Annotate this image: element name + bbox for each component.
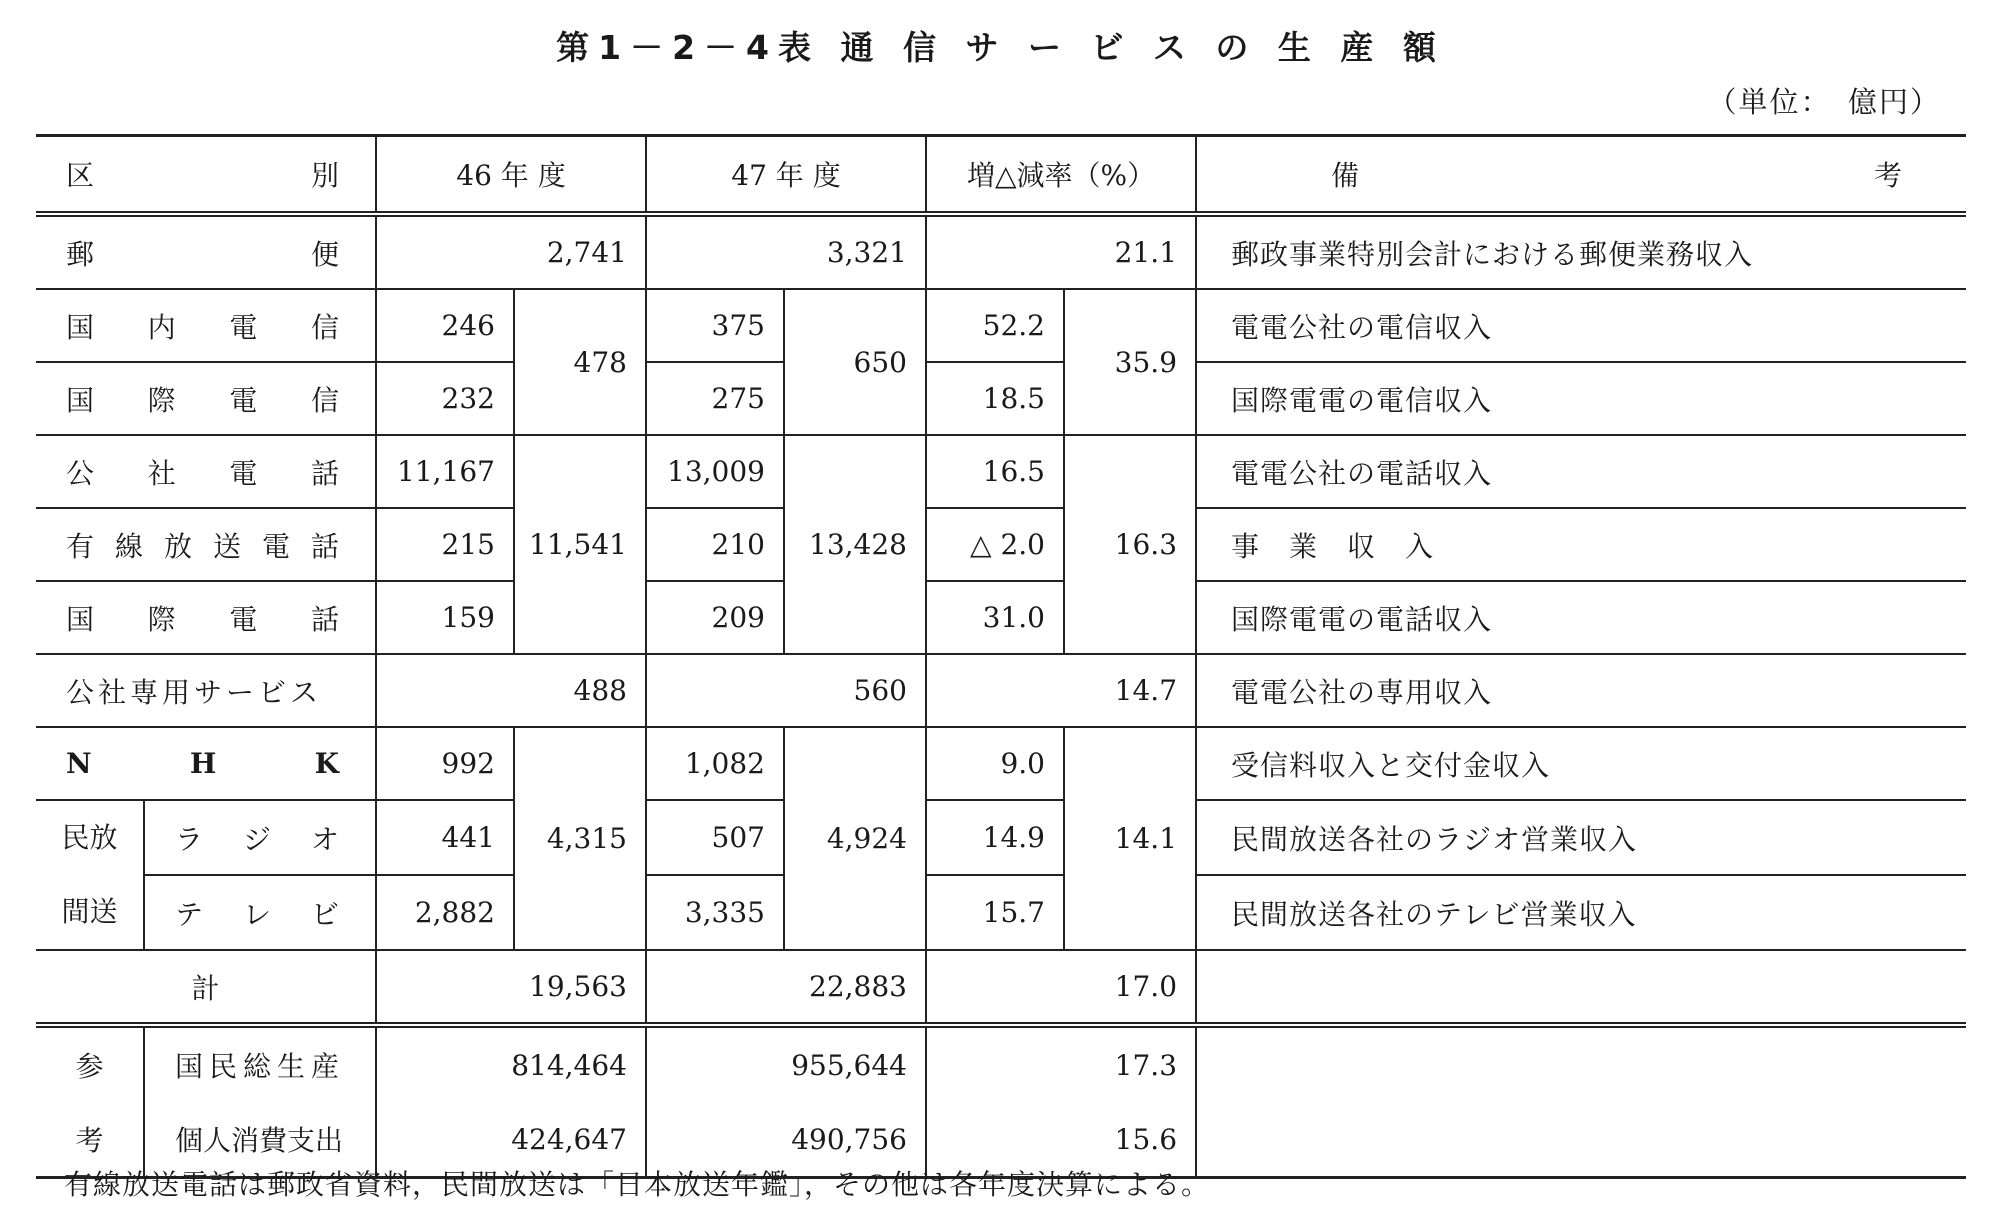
cell-note: 事 業 収 入 [1196,508,1966,581]
row-label: 有 線 放 送 電 話 [36,508,376,581]
cell-fy46: 814,464 [376,1025,646,1102]
cell-fy46: 441 [376,800,514,875]
cell-fy46: 159 [376,581,514,654]
cell-rate: 14.7 [926,654,1196,727]
private-label-2: 間送 [61,895,118,928]
cell-rate: △ 2.0 [926,508,1064,581]
table-row [36,727,1966,800]
table-row [36,289,1966,362]
header-remarks [1196,136,1966,215]
row-label: N H K [36,727,376,800]
row-label: 公社専用サービス [36,654,376,727]
row-label: 国 民 総 生 産 [144,1025,376,1102]
cell-fy46-subtotal: 478 [514,289,646,435]
cell-fy47: 13,009 [646,435,784,508]
cell-note: 郵政事業特別会計における郵便業務収入 [1196,214,1966,289]
cell-note: 民間放送各社のテレビ営業収入 [1196,875,1966,950]
header-remarks-2: 考 [1874,159,1903,192]
cell-fy47-subtotal: 4,924 [784,727,926,950]
cell-fy47: 3,321 [646,214,926,289]
cell-fy46: 215 [376,508,514,581]
header-fy47: 47 年 度 [646,136,926,215]
cell-note [1196,1102,1966,1178]
cell-fy47: 955,644 [646,1025,926,1102]
cell-fy46: 19,563 [376,950,646,1025]
cell-rate: 16.5 [926,435,1064,508]
cell-fy46: 232 [376,362,514,435]
table-row [36,875,1966,950]
table-row [36,654,1966,727]
cell-fy46: 11,167 [376,435,514,508]
row-label: 国 内 電 信 [36,289,376,362]
cell-note: 電電公社の電信収入 [1196,289,1966,362]
cell-fy46-subtotal: 4,315 [514,727,646,950]
cell-fy47: 210 [646,508,784,581]
cell-fy46: 424,647 [376,1102,646,1178]
cell-fy47: 507 [646,800,784,875]
cell-note: 国際電電の電信収入 [1196,362,1966,435]
cell-fy46-subtotal: 11,541 [514,435,646,654]
cell-note: 受信料収入と交付金収入 [1196,727,1966,800]
cell-rate-subtotal: 14.1 [1064,727,1196,950]
cell-rate: 52.2 [926,289,1064,362]
cell-note: 電電公社の専用収入 [1196,654,1966,727]
cell-rate: 17.0 [926,950,1196,1025]
private-label-1: 民放 [61,821,118,854]
cell-note [1196,1025,1966,1102]
cell-rate: 18.5 [926,362,1064,435]
cell-rate: 31.0 [926,581,1064,654]
cell-fy47-subtotal: 13,428 [784,435,926,654]
cell-fy47-subtotal: 650 [784,289,926,435]
cell-rate: 15.7 [926,875,1064,950]
cell-fy46: 992 [376,727,514,800]
cell-fy47: 375 [646,289,784,362]
header-row [36,136,1966,215]
reference-label-1: 参 [36,1025,144,1102]
row-label: テ レ ビ [144,875,376,950]
cell-note: 民間放送各社のラジオ営業収入 [1196,800,1966,875]
cell-fy46: 2,882 [376,875,514,950]
row-label: 郵 便 [36,214,376,289]
table-row [36,435,1966,508]
table-title: 第1－2－4表 通 信 サ ー ビ ス の 生 産 額 [556,28,1445,67]
reference-label-2: 考 [36,1102,144,1178]
row-label: 公 社 電 話 [36,435,376,508]
cell-rate: 21.1 [926,214,1196,289]
table-row [36,362,1966,435]
row-label: 国 際 電 信 [36,362,376,435]
table-row [36,508,1966,581]
reference-row [36,1025,1966,1102]
total-row [36,950,1966,1025]
footnote: 有線放送電話は郵政省資料，民間放送は「日本放送年鑑」，その他は各年度決算による。 [64,1168,1211,1201]
header-rate: 増△減率（%） [926,136,1196,215]
table-row [36,214,1966,289]
cell-rate: 14.9 [926,800,1064,875]
cell-rate-subtotal: 35.9 [1064,289,1196,435]
cell-fy47: 275 [646,362,784,435]
row-label: 計 [36,950,376,1025]
cell-fy46: 2,741 [376,214,646,289]
cell-fy47: 209 [646,581,784,654]
row-label: ラ ジ オ [144,800,376,875]
cell-note: 国際電電の電話収入 [1196,581,1966,654]
table-row [36,581,1966,654]
row-label: 個人消費支出 [144,1102,376,1178]
header-fy46: 46 年 度 [376,136,646,215]
cell-note [1196,950,1966,1025]
cell-fy46: 246 [376,289,514,362]
cell-rate: 15.6 [926,1102,1196,1178]
header-category: 区 別 [36,136,376,215]
cell-rate: 17.3 [926,1025,1196,1102]
cell-fy47: 490,756 [646,1102,926,1178]
cell-fy47: 560 [646,654,926,727]
cell-rate: 9.0 [926,727,1064,800]
cell-fy47: 3,335 [646,875,784,950]
unit-label: （単位： 億円） [1707,85,1941,119]
table-row [36,800,1966,875]
cell-fy46: 488 [376,654,646,727]
header-remarks-1: 備 [1331,159,1360,192]
private-broadcast-label [36,800,144,950]
cell-fy47: 22,883 [646,950,926,1025]
production-table [36,134,1966,1179]
cell-fy47: 1,082 [646,727,784,800]
cell-note: 電電公社の電話収入 [1196,435,1966,508]
row-label: 国 際 電 話 [36,581,376,654]
cell-rate-subtotal: 16.3 [1064,435,1196,654]
